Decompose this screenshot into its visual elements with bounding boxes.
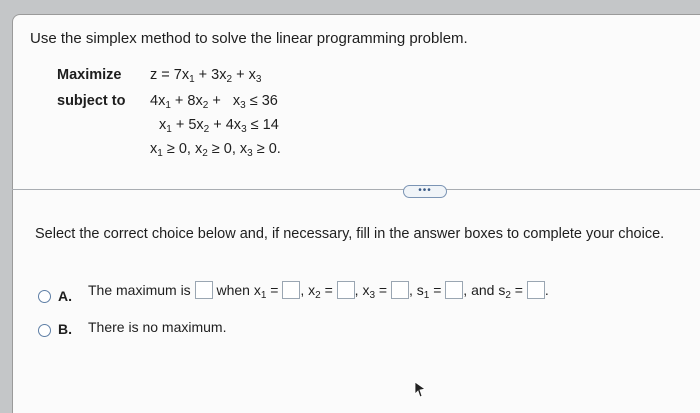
choice-b-radio[interactable]	[38, 324, 51, 337]
x3-label: , $x_3$ =	[354, 282, 388, 301]
choice-a-max-text: The maximum is	[88, 282, 191, 298]
constraint-1: $4x_1 + 8x_2 + x_3 \le 36$	[150, 93, 278, 111]
question-panel	[12, 14, 700, 413]
choice-a-answer-row	[88, 281, 549, 299]
choice-b-letter: B.	[58, 321, 72, 337]
x1-answer-box[interactable]	[282, 281, 300, 299]
when-x1-label: when $x_1$ =	[216, 282, 279, 301]
x2-label: , $x_2$ =	[300, 282, 333, 301]
maximum-answer-box[interactable]	[195, 281, 213, 299]
more-options-button[interactable]: •••	[403, 185, 447, 198]
maximize-label: Maximize	[57, 67, 122, 83]
constraint-2: $x_1 + 5x_2 + 4x_3 \le 14$	[159, 117, 279, 135]
choice-a-radio[interactable]	[38, 290, 51, 303]
mouse-pointer-icon	[413, 381, 427, 399]
problem-instruction: Use the simplex method to solve the linear programming problem.	[30, 30, 468, 47]
s2-answer-box[interactable]	[527, 281, 545, 299]
s2-label: , and $s_2$ =	[463, 282, 523, 301]
choice-a-period: .	[544, 282, 549, 298]
select-instruction: Select the correct choice below and, if necessary, fill in the answer boxes to complete your choice.	[35, 226, 665, 242]
subject-to-label: subject to	[57, 93, 126, 109]
s1-answer-box[interactable]	[445, 281, 463, 299]
choice-a-letter: A.	[58, 288, 72, 304]
s1-label: , $s_1$ =	[408, 282, 442, 301]
nonnegativity-constraints: $x_1 \ge 0$, $x_2 \ge 0$, $x_3 \ge 0$.	[150, 141, 281, 159]
x2-answer-box[interactable]	[337, 281, 355, 299]
section-divider	[12, 189, 700, 190]
choice-b-text: There is no maximum.	[88, 319, 227, 335]
objective-function: $z = 7x_1 + 3x_2 + x_3$	[150, 67, 262, 85]
x3-answer-box[interactable]	[391, 281, 409, 299]
